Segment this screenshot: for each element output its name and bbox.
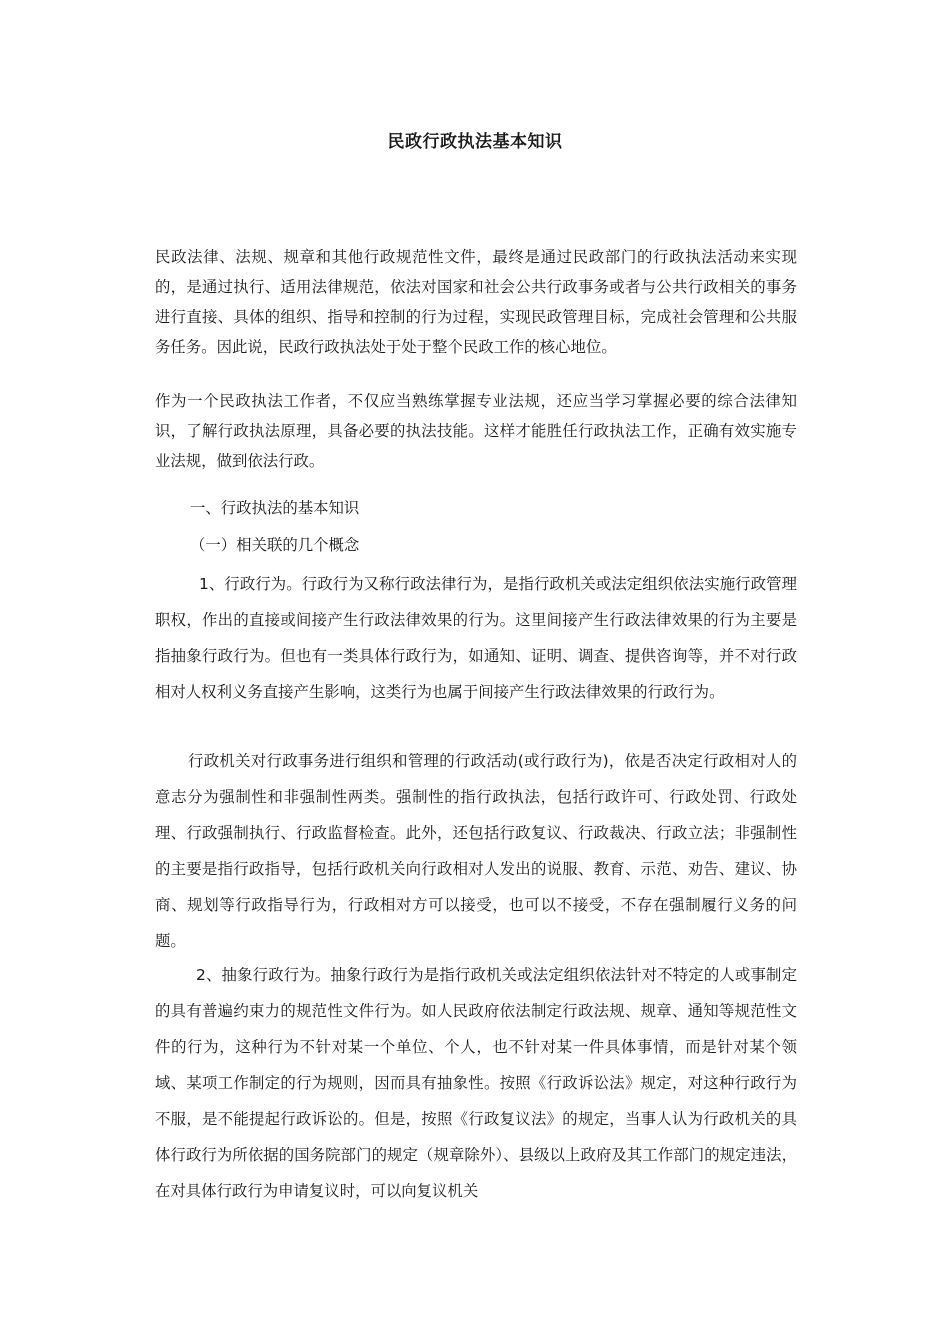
- intro-paragraph-2: 作为一个民政执法工作者，不仅应当熟练掌握专业法规，还应当学习掌握必要的综合法律知识，了解行政执法原理，具备必要的执法技能。这样才能胜任行政执法工作，正确有效实施专业法规，做到依法行政。: [155, 392, 797, 470]
- paragraph-administrative-act: 1、行政行为。行政行为又称行政法律行为，是指行政机关或法定组织依法实施行政管理职权，作出的直接或间接产生行政法律效果的行为。这里间接产生行政法律效果的行为主要是指抽象行政行为。但也有一类具体行政行为，如通知、证明、调查、提供咨询等，并不对行政相对人权利义务直接产生影响，这类行为也属于间接产生行政法律效果的行政行为。: [155, 575, 797, 701]
- intro-paragraph: 民政法律、法规、规章和其他行政规范性文件，最终是通过民政部门的行政执法活动来实现的，是通过执行、适用法律规范，依法对国家和社会公共行政事务或者与公共行政相关的事务进行直接、具体的组织、指导和控制的行为过程，实现民政管理目标，完成社会管理和公共服务任务。因此说，民政行政执法处于处于整个民政工作的核心地位。: [155, 248, 797, 356]
- paragraph-act-classification: 行政机关对行政事务进行组织和管理的行政活动(或行政行为)，依是否决定行政相对人的意志分为强制性和非强制性两类。强制性的指行政执法，包括行政许可、行政处罚、行政处理、行政强制执行、行政监督检查。此外，还包括行政复议、行政裁决、行政立法；非强制性的主要是指行政指导，包括行政机关向行政相对人发出的说服、教育、示范、劝告、建议、协商、规划等行政指导行为，行政相对方可以接受，也可以不接受，不存在强制履行义务的问题。: [155, 752, 797, 950]
- paragraph-abstract-act: 2、抽象行政行为。抽象行政行为是指行政机关或法定组织依法针对不特定的人或事制定的具有普遍约束力的规范性文件行为。如人民政府依法制定行政法规、规章、通知等规范性文件的行为，这种行为不针对某一个单位、个人，也不针对某一件具体事情，而是针对某个领域、某项工作制定的行为规则，因而具有抽象性。按照《行政诉讼法》规定，对这种行政行为不服，是不能提起行政诉讼的。但是，按照《行政复议法》的规定，当事人认为行政机关的具体行政行为所依据的国务院部门的规定（规章除外）、县级以上政府及其工作部门的规定违法，在对具体行政行为申请复议时，可以向复议机关: [155, 966, 797, 1200]
- subsection-heading: （一）相关联的几个概念: [190, 536, 360, 554]
- document-title: 民政行政执法基本知识: [387, 132, 563, 152]
- section-heading: 一、行政执法的基本知识: [190, 499, 360, 517]
